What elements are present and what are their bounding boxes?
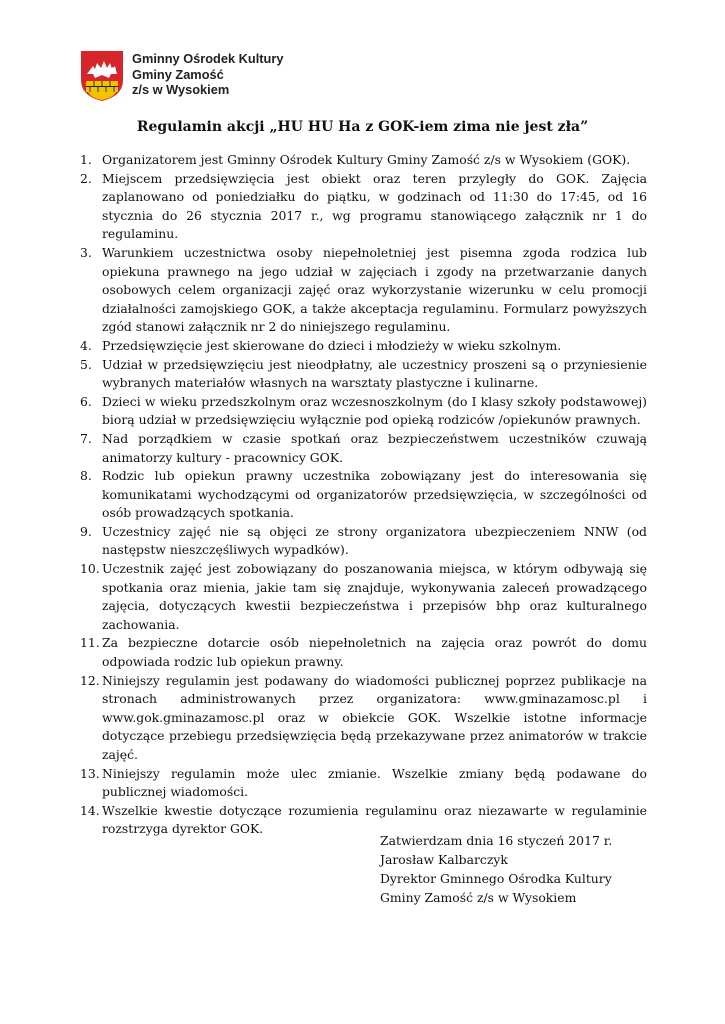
item-text: Uczestnik zajęć jest zobowiązany do poszanowania miejsca, w którym odbywają się spotkania oraz mienia, jakie tam się znajduje, wykonywania zaleceń prowadzącego zajęcia, dotyczących kwestii bezpieczeństwa i przepisów bhp oraz kulturalnego zachowania. <box>102 561 647 632</box>
signature-block <box>380 831 612 907</box>
list-item <box>80 244 647 337</box>
crest-base <box>88 92 116 100</box>
org-line: Gminy Zamość <box>132 66 224 82</box>
item-number: 7. <box>80 430 92 446</box>
item-text: Dzieci w wieku przedszkolnym oraz wczesnoszkolnym (do I klasy szkoły podstawowej) biorą udział w przedsięwzięciu wyłącznie pod opieką rodziców /opiekunów prawnych. <box>102 393 647 428</box>
item-number: 9. <box>80 523 92 539</box>
list-item <box>80 523 647 560</box>
list-item <box>80 672 647 765</box>
item-text: Niniejszy regulamin może ulec zmianie. Wszelkie zmiany będą podawane do publicznej wiadomości. <box>102 765 647 800</box>
item-text: Warunkiem uczestnictwa osoby niepełnoletniej jest pisemna zgoda rodzica lub opiekuna prawnego na jego udział w zajęciach i zgody na przetwarzanie danych osobowych celem organizacji zajęć oraz wykorzystanie wizerunku w celu promocji działalności zamojskiego GOK, a także akceptacja regulaminu. Formularz powyższych zgód stanowi załącznik nr 2 do niniejszego regulaminu. <box>102 244 647 335</box>
item-number: 3. <box>80 244 92 260</box>
item-number: 2. <box>80 170 92 186</box>
item-text: Organizatorem jest Gminny Ośrodek Kultury Gminy Zamość z/s w Wysokiem (GOK). <box>102 152 631 167</box>
list-item <box>80 430 647 467</box>
rules-list <box>80 151 647 839</box>
signature-institution: Gminy Zamość z/s w Wysokiem <box>380 890 577 905</box>
item-text: Niniejszy regulamin jest podawany do wiadomości publicznej poprzez publikacje na stronach administrowanych przez organizatora: www.gminazamosc.pl i www.gok.gminazamosc.pl oraz w obiekcie GOK. Wszelkie istotne informacje dotyczące przebiegu przedsięwzięcia będą przekazywane przez animatorów w trakcie zajęć. <box>102 672 647 762</box>
item-number: 4. <box>80 337 92 353</box>
item-number: 1. <box>80 152 92 167</box>
item-number: 12. <box>80 672 100 688</box>
document-title: Regulamin akcji „HU HU Ha z GOK-iem zima nie jest zła” <box>136 119 589 135</box>
org-line: Gminny Ośrodek Kultury <box>132 51 284 66</box>
list-item <box>80 170 647 244</box>
org-line: z/s w Wysokiem <box>132 82 230 98</box>
item-text: Rodzic lub opiekun prawny uczestnika zobowiązany jest do interesowania się komunikatami wychodzącymi od organizatorów przedsięwzięcia, w szczególności od osób prowadzących spotkania. <box>102 468 647 521</box>
item-text: Uczestnicy zajęć nie są objęci ze strony organizatora ubezpieczeniem NNW (od następstw nieszczęśliwych wypadków). <box>102 523 647 558</box>
list-item <box>80 337 647 356</box>
list-item <box>80 393 647 430</box>
list-item <box>80 765 647 802</box>
list-item <box>80 634 647 671</box>
item-number: 14. <box>80 802 100 818</box>
item-text: Za bezpieczne dotarcie osób niepełnoletnich na zajęcia oraz powrót do domu odpowiada rodzic lub opiekun prawny. <box>102 635 647 670</box>
item-number: 5. <box>80 356 92 372</box>
letterhead <box>80 50 283 102</box>
item-text: Miejscem przedsięwzięcia jest obiekt oraz teren przyległy do GOK. Zajęcia zaplanowano od poniedziałku do piątku, w godzinach od 11:30 do 17:45, od 16 stycznia do 26 stycznia 2017 r., wg programu stanowiącego załącznik nr 1 do regulaminu. <box>102 170 647 242</box>
item-text: Wszelkie kwestie dotyczące rozumienia regulaminu oraz niezawarte w regulaminie rozstrzyga dyrektor GOK. <box>102 802 647 837</box>
signature-name: Jarosław Kalbarczyk <box>380 852 508 867</box>
signature-position: Dyrektor Gminnego Ośrodka Kultury <box>380 871 612 886</box>
coat-of-arms-icon <box>80 50 124 102</box>
list-item <box>80 356 647 393</box>
item-number: 11. <box>80 635 100 651</box>
item-text: Udział w przedsięwzięciu jest nieodpłatny, ale uczestnicy proszeni są o przyniesienie wybranych materiałów własnych na warsztaty plastyczne i kulinarne. <box>102 356 647 391</box>
list-item <box>80 560 647 634</box>
list-item <box>80 151 647 170</box>
item-number: 8. <box>80 468 92 484</box>
item-text: Nad porządkiem w czasie spotkań oraz bezpieczeństwem uczestników czuwają animatorzy kultury - pracownicy GOK. <box>102 430 647 465</box>
item-number: 13. <box>80 765 100 781</box>
item-number: 10. <box>80 561 100 577</box>
item-number: 6. <box>80 393 92 409</box>
signature-approval-line: Zatwierdzam dnia 16 styczeń 2017 r. <box>380 833 613 848</box>
organization-name <box>132 51 283 98</box>
item-text: Przedsięwzięcie jest skierowane do dzieci i młodzieży w wieku szkolnym. <box>102 337 562 353</box>
list-item <box>80 467 647 523</box>
